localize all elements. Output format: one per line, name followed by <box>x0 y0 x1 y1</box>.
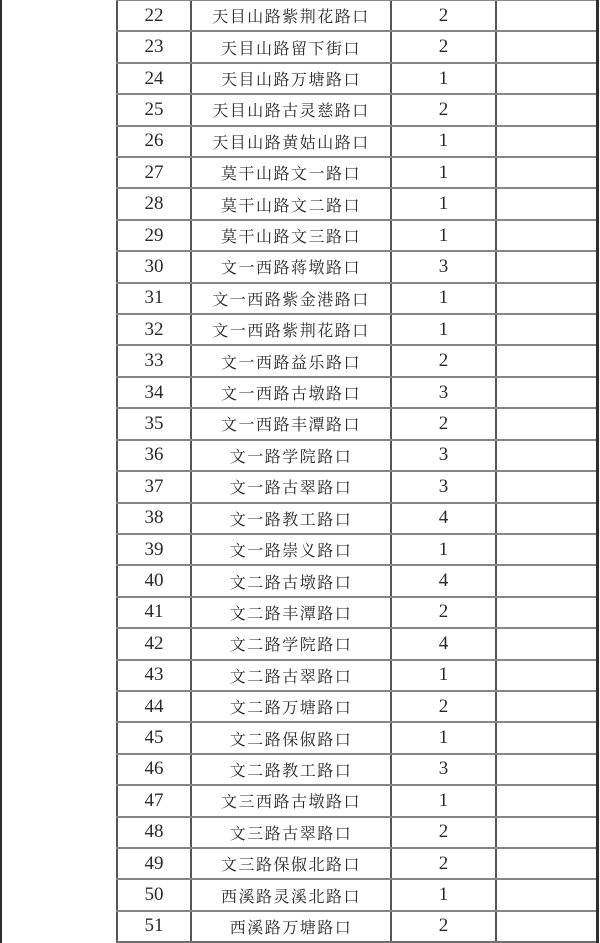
note-cell <box>495 472 596 501</box>
row-number-cell: 34 <box>116 378 190 407</box>
row-number-cell: 24 <box>116 64 190 93</box>
row-number-cell: 45 <box>116 723 190 752</box>
note-cell <box>495 723 596 752</box>
note-cell <box>495 346 596 375</box>
row-number-cell: 50 <box>116 880 190 909</box>
table-outer-right-border <box>596 0 599 943</box>
table-row <box>116 252 596 283</box>
count-cell: 3 <box>390 472 495 501</box>
table-row <box>116 504 596 535</box>
row-number-cell: 31 <box>116 284 190 313</box>
count-cell: 2 <box>390 1 495 30</box>
row-number-cell: 32 <box>116 315 190 344</box>
row-number-cell: 44 <box>116 692 190 721</box>
row-number-cell: 28 <box>116 189 190 218</box>
table-row <box>116 472 596 503</box>
row-number-cell: 40 <box>116 566 190 595</box>
merged-left-cell <box>2 0 116 943</box>
row-number-cell: 39 <box>116 535 190 564</box>
table-row <box>116 818 596 849</box>
note-cell <box>495 252 596 281</box>
note-cell <box>495 95 596 124</box>
intersection-name-cell: 文一路教工路口 <box>190 504 390 533</box>
row-number-cell: 47 <box>116 786 190 815</box>
note-cell <box>495 315 596 344</box>
note-cell <box>495 441 596 470</box>
row-number-cell: 41 <box>116 598 190 627</box>
table-row <box>116 378 596 409</box>
row-number-cell: 49 <box>116 849 190 878</box>
table-row <box>116 346 596 377</box>
intersection-name-cell: 文三路保俶北路口 <box>190 849 390 878</box>
count-cell: 2 <box>390 598 495 627</box>
table-row <box>116 598 596 629</box>
intersection-name-cell: 文一西路古墩路口 <box>190 378 390 407</box>
table-outer-left-border <box>0 0 2 943</box>
count-cell: 4 <box>390 629 495 658</box>
intersection-name-cell: 莫干山路文三路口 <box>190 221 390 250</box>
count-cell: 4 <box>390 566 495 595</box>
table-row <box>116 32 596 63</box>
count-cell: 2 <box>390 95 495 124</box>
count-cell: 1 <box>390 221 495 250</box>
count-cell: 3 <box>390 755 495 784</box>
count-cell: 2 <box>390 32 495 61</box>
table-row <box>116 284 596 315</box>
note-cell <box>495 692 596 721</box>
count-cell: 1 <box>390 880 495 909</box>
count-cell: 2 <box>390 912 495 941</box>
intersection-name-cell: 文一西路紫金港路口 <box>190 284 390 313</box>
count-cell: 1 <box>390 284 495 313</box>
table-row <box>116 629 596 660</box>
note-cell <box>495 880 596 909</box>
intersection-name-cell: 西溪路万塘路口 <box>190 912 390 941</box>
table-row <box>116 880 596 911</box>
intersection-name-cell: 天目山路黄姑山路口 <box>190 127 390 156</box>
table-row <box>116 692 596 723</box>
note-cell <box>495 912 596 941</box>
note-cell <box>495 32 596 61</box>
note-cell <box>495 504 596 533</box>
intersection-name-cell: 文一西路紫荆花路口 <box>190 315 390 344</box>
note-cell <box>495 661 596 690</box>
count-cell: 2 <box>390 692 495 721</box>
note-cell <box>495 849 596 878</box>
count-cell: 1 <box>390 315 495 344</box>
row-number-cell: 37 <box>116 472 190 501</box>
row-number-cell: 29 <box>116 221 190 250</box>
table-row <box>116 64 596 95</box>
intersection-name-cell: 文二路古墩路口 <box>190 566 390 595</box>
intersection-name-cell: 文二路教工路口 <box>190 755 390 784</box>
intersection-name-cell: 西溪路灵溪北路口 <box>190 880 390 909</box>
intersection-name-cell: 文一西路蒋墩路口 <box>190 252 390 281</box>
intersection-name-cell: 文三路古翠路口 <box>190 818 390 847</box>
table-row <box>116 723 596 754</box>
intersection-name-cell: 天目山路紫荆花路口 <box>190 1 390 30</box>
note-cell <box>495 189 596 218</box>
table-row <box>116 189 596 220</box>
row-number-cell: 46 <box>116 755 190 784</box>
count-cell: 1 <box>390 661 495 690</box>
row-number-cell: 22 <box>116 1 190 30</box>
table-row <box>116 661 596 692</box>
row-number-cell: 26 <box>116 127 190 156</box>
note-cell <box>495 1 596 30</box>
count-cell: 3 <box>390 252 495 281</box>
row-number-cell: 51 <box>116 912 190 941</box>
table-row <box>116 535 596 566</box>
count-cell: 1 <box>390 723 495 752</box>
table-row <box>116 127 596 158</box>
row-number-cell: 42 <box>116 629 190 658</box>
note-cell <box>495 566 596 595</box>
intersection-name-cell: 文二路丰潭路口 <box>190 598 390 627</box>
note-cell <box>495 786 596 815</box>
intersection-name-cell: 文一西路益乐路口 <box>190 346 390 375</box>
count-cell: 2 <box>390 818 495 847</box>
note-cell <box>495 535 596 564</box>
intersection-name-cell: 文一路崇义路口 <box>190 535 390 564</box>
intersection-name-cell: 文二路万塘路口 <box>190 692 390 721</box>
table-row <box>116 1 596 32</box>
table-row <box>116 912 596 943</box>
intersection-name-cell: 天目山路万塘路口 <box>190 64 390 93</box>
table-row <box>116 441 596 472</box>
count-cell: 1 <box>390 64 495 93</box>
note-cell <box>495 598 596 627</box>
row-number-cell: 27 <box>116 158 190 187</box>
note-cell <box>495 127 596 156</box>
note-cell <box>495 64 596 93</box>
note-cell <box>495 221 596 250</box>
row-number-cell: 25 <box>116 95 190 124</box>
count-cell: 2 <box>390 346 495 375</box>
intersection-name-cell: 文一西路丰潭路口 <box>190 409 390 438</box>
row-number-cell: 38 <box>116 504 190 533</box>
note-cell <box>495 755 596 784</box>
count-cell: 1 <box>390 127 495 156</box>
table-row <box>116 849 596 880</box>
intersection-name-cell: 莫干山路文二路口 <box>190 189 390 218</box>
note-cell <box>495 378 596 407</box>
note-cell <box>495 629 596 658</box>
intersection-name-cell: 天目山路留下街口 <box>190 32 390 61</box>
count-cell: 2 <box>390 849 495 878</box>
count-cell: 3 <box>390 378 495 407</box>
row-number-cell: 30 <box>116 252 190 281</box>
table-row <box>116 786 596 817</box>
intersection-name-cell: 天目山路古灵慈路口 <box>190 95 390 124</box>
table-row <box>116 315 596 346</box>
row-number-cell: 43 <box>116 661 190 690</box>
row-number-cell: 33 <box>116 346 190 375</box>
table-row <box>116 221 596 252</box>
count-cell: 1 <box>390 189 495 218</box>
note-cell <box>495 284 596 313</box>
intersection-name-cell: 文一路古翠路口 <box>190 472 390 501</box>
table-row <box>116 755 596 786</box>
row-number-cell: 35 <box>116 409 190 438</box>
count-cell: 1 <box>390 535 495 564</box>
table-row <box>116 566 596 597</box>
count-cell: 1 <box>390 786 495 815</box>
note-cell <box>495 158 596 187</box>
intersection-name-cell: 文二路古翠路口 <box>190 661 390 690</box>
intersection-name-cell: 文三西路古墩路口 <box>190 786 390 815</box>
count-cell: 2 <box>390 409 495 438</box>
note-cell <box>495 818 596 847</box>
intersection-name-cell: 文二路保俶路口 <box>190 723 390 752</box>
intersection-table <box>116 0 596 943</box>
count-cell: 1 <box>390 158 495 187</box>
intersection-name-cell: 文二路学院路口 <box>190 629 390 658</box>
intersection-name-cell: 文一路学院路口 <box>190 441 390 470</box>
note-cell <box>495 409 596 438</box>
intersection-name-cell: 莫干山路文一路口 <box>190 158 390 187</box>
table-row <box>116 158 596 189</box>
table-row <box>116 409 596 440</box>
row-number-cell: 48 <box>116 818 190 847</box>
row-number-cell: 23 <box>116 32 190 61</box>
table-row <box>116 95 596 126</box>
count-cell: 4 <box>390 504 495 533</box>
count-cell: 3 <box>390 441 495 470</box>
row-number-cell: 36 <box>116 441 190 470</box>
